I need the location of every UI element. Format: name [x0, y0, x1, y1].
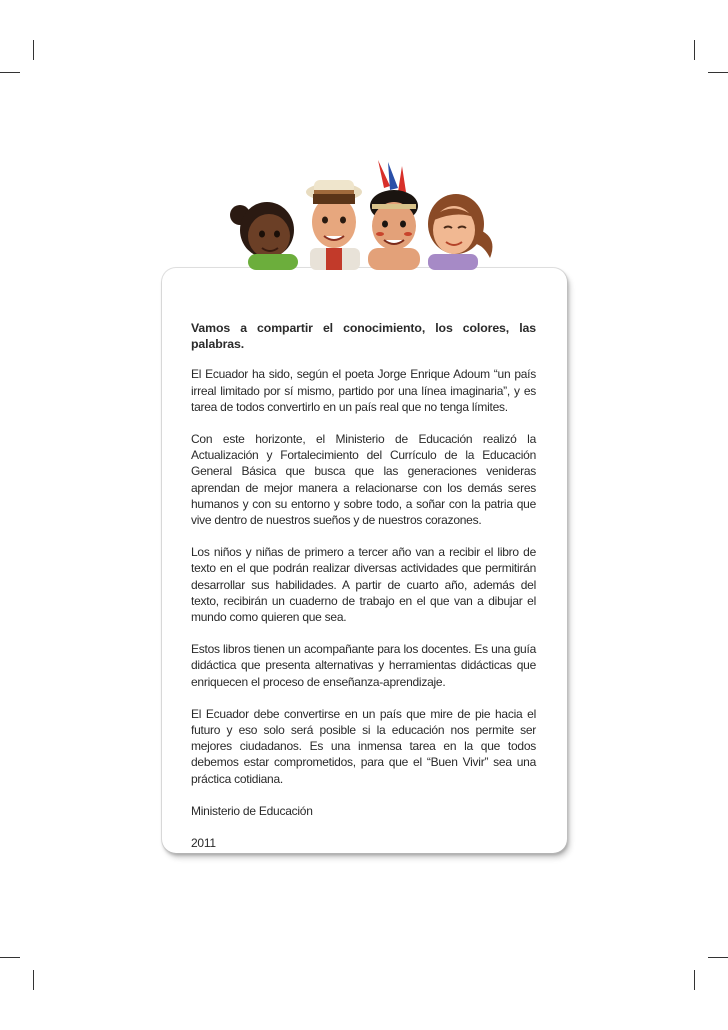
- crop-mark: [694, 970, 695, 990]
- paragraph: Estos libros tienen un acompañante para los docentes. Es una guía didáctica que presenta alternativas y herramientas didácticas que enriquecen el proceso de enseñanza-aprendizaje.: [191, 642, 536, 689]
- crop-mark: [708, 72, 728, 73]
- signature: Ministerio de Educación: [191, 803, 313, 818]
- crop-mark: [0, 72, 20, 73]
- headline: Vamos a compartir el conocimiento, los colores, las palabras.: [191, 321, 536, 352]
- paragraph: Con este horizonte, el Ministerio de Educación realizó la Actualización y Fortalecimiento del Currículo de la Educación General Básica que busca que las generaciones venideras aprendan de mejor manera a relacionarse con los demás seres humanos y con su entorno y sobre todo, a soñar con la patria que vive dentro de nuestros sueños y de nuestros corazones.: [191, 432, 536, 528]
- child-illustration: [428, 194, 492, 270]
- crop-mark: [708, 957, 728, 958]
- child-illustration: [368, 160, 420, 270]
- intro-text: [191, 320, 536, 867]
- crop-mark: [33, 40, 34, 60]
- crop-mark: [694, 40, 695, 60]
- paragraph: El Ecuador ha sido, según el poeta Jorge Enrique Adoum “un país irreal limitado por sí mismo, partido por una línea imaginaria”, y es tarea de todos convertirlo en un país real que no tenga límites.: [191, 367, 536, 414]
- crop-mark: [33, 970, 34, 990]
- children-illustration: [222, 160, 512, 270]
- paragraph: El Ecuador debe convertirse en un país que mire de pie hacia el futuro y eso solo será posible si la educación nos permite ser mejores ciudadanos. Es una inmensa tarea en la que todos debemos estar comprometidos, para que el “Buen Vivir” sea una práctica cotidiana.: [191, 706, 536, 786]
- crop-mark: [0, 957, 20, 958]
- year: 2011: [191, 836, 216, 851]
- paragraph: Los niños y niñas de primero a tercer año van a recibir el libro de texto en el que podrán realizar diversas actividades que permitirán desarrollar sus habilidades. A partir de cuarto año, además del texto, recibirán un cuaderno de trabajo en el que van a dibujar el mundo como quieren que sea.: [191, 545, 536, 625]
- child-illustration: [306, 180, 362, 270]
- child-illustration: [230, 202, 298, 270]
